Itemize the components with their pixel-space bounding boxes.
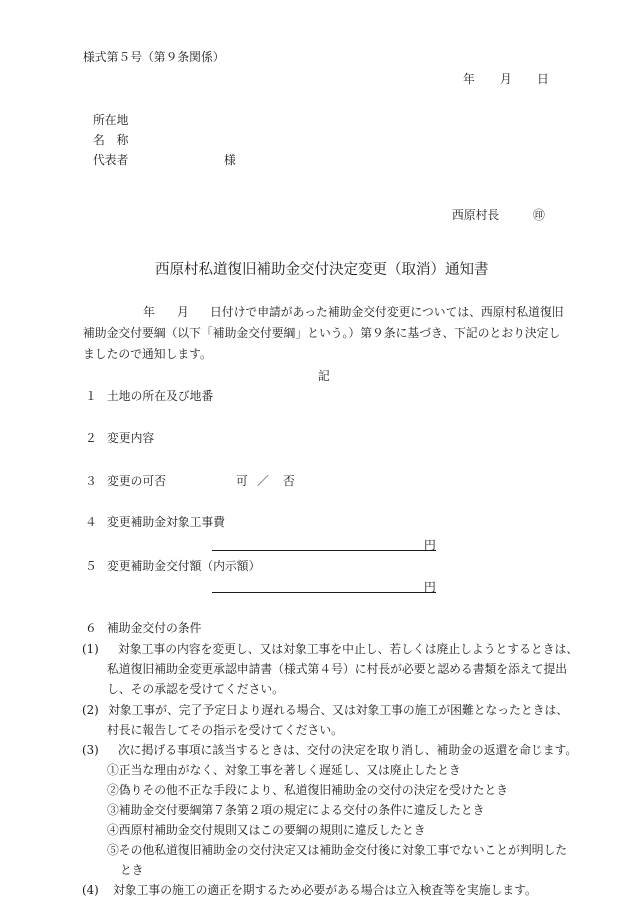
date-year-label: 年 [463, 72, 475, 86]
date-month-label: 月 [500, 72, 512, 86]
condition-line: 村長に報告してその指示を受けてください。 [107, 723, 343, 737]
option-approve: 可 [236, 474, 248, 488]
amount-underline [212, 592, 436, 593]
item-number: ６ [85, 621, 97, 635]
seal-stamp: ㊞ [533, 208, 545, 222]
condition-line: し、その承認を受けてください。 [107, 682, 284, 696]
amount-underline [212, 550, 436, 551]
condition-subitem: ①正当な理由がなく、対象工事を著しく遅延し、又は廃止したとき [107, 763, 461, 777]
condition-line: 対象工事の内容を変更し、又は対象工事を中止し、若しくは廃止しようとするときは、 [118, 642, 579, 656]
item-label: 変更の可否 [107, 474, 166, 488]
condition-number: (2) [82, 703, 99, 717]
representative-label: 代表者 [93, 153, 129, 167]
body-line-1: 日付けで申請があった補助金交付変更については、西原村私道復旧 [210, 305, 564, 319]
item-label: 変更補助金対象工事費 [107, 515, 225, 529]
item-label: 変更内容 [107, 431, 155, 445]
body-month-label: 月 [177, 305, 189, 319]
item-number: ４ [85, 515, 97, 529]
ki-heading: 記 [318, 369, 330, 383]
condition-subitem-continuation: とき [120, 863, 144, 877]
condition-subitem: ⑤その他私道復旧補助金の交付決定又は補助金交付後に対象工事でないことが判明した [107, 843, 568, 857]
item-number: ３ [85, 474, 97, 488]
body-line-2: 補助金交付要綱（以下「補助金交付要綱」という。）第９条に基づき、下記のとおり決定し [83, 326, 561, 340]
condition-subitem: ③補助金交付要綱第７条第２項の規定による交付の条件に違反したとき [107, 803, 485, 817]
document-title: 西原村私道復旧補助金交付決定変更（取消）通知書 [155, 262, 489, 278]
item-number: ５ [85, 559, 97, 573]
condition-number: (4) [82, 883, 99, 897]
date-day-label: 日 [537, 72, 549, 86]
item-number: ２ [85, 431, 97, 445]
address-label: 所在地 [93, 113, 129, 127]
yen-unit: 円 [424, 580, 436, 594]
condition-line: 対象工事が、完了予定日より遅れる場合、又は対象工事の施工が困難となったときは、 [108, 703, 569, 717]
body-year-label: 年 [143, 305, 155, 319]
item-label: 土地の所在及び地番 [107, 389, 214, 403]
honorific-sama: 様 [224, 153, 236, 167]
item-label: 補助金交付の条件 [107, 621, 202, 635]
form-number: 様式第５号（第９条関係） [83, 50, 225, 64]
item-number: １ [85, 389, 97, 403]
condition-line: 私道復旧補助金変更承認申請書（様式第４号）に村長が必要と認める書類を添えて提出 [107, 662, 568, 676]
issuer-name: 西原村長 [452, 208, 500, 222]
condition-subitem: ②偽りその他不正な手段により、私道復旧補助金の交付の決定を受けたとき [107, 783, 509, 797]
name-label: 名 称 [93, 133, 129, 147]
condition-number: (3) [82, 743, 99, 757]
yen-unit: 円 [424, 538, 436, 552]
item-label: 変更補助金交付額（内示額） [107, 559, 261, 573]
condition-line: 対象工事の施工の適正を期するため必要がある場合は立入検査等を実施します。 [113, 883, 537, 897]
condition-number: (1) [82, 642, 99, 656]
option-separator: ／ [257, 474, 269, 488]
option-deny: 否 [283, 474, 295, 488]
condition-subitem: ④西原村補助金交付規則又はこの要綱の規則に違反したとき [107, 823, 426, 837]
condition-line: 次に掲げる事項に該当するときは、交付の決定を取り消し、補助金の返還を命じます。 [118, 743, 578, 757]
body-line-3: ましたので通知します。 [83, 347, 212, 361]
